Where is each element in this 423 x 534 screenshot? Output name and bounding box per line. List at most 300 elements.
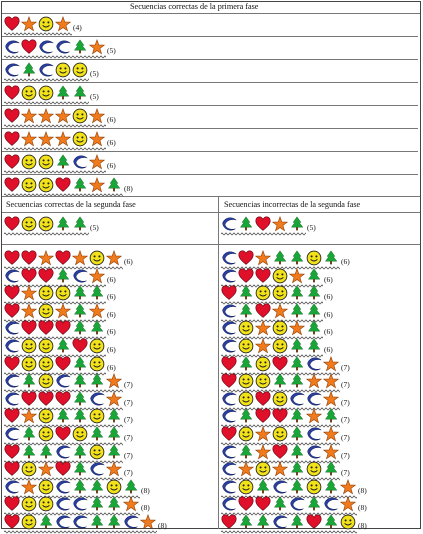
tree-icon: [289, 303, 305, 319]
sun-icon: [21, 514, 37, 530]
tree-icon: [72, 85, 88, 101]
column-divider: [218, 196, 219, 529]
tree-icon: [38, 514, 54, 530]
moon-icon: [72, 496, 88, 512]
star-icon: [38, 108, 54, 124]
sun-icon: [38, 85, 54, 101]
tree-icon: [306, 320, 322, 336]
sun-icon: [238, 338, 254, 354]
sequence-length-label: (8): [158, 521, 167, 530]
star-icon: [55, 303, 71, 319]
moon-icon: [123, 514, 139, 530]
star-icon: [55, 16, 71, 32]
sequence-length-label: (7): [341, 468, 350, 478]
tree-icon: [89, 373, 105, 389]
tree-icon: [106, 408, 122, 424]
sequence-icons: [221, 496, 357, 513]
moon-icon: [72, 514, 88, 530]
moon-icon: [221, 496, 237, 512]
star-icon: [89, 303, 105, 319]
heart-icon: [221, 373, 237, 389]
sequence-length-label: (6): [107, 138, 116, 147]
heart-icon: [221, 514, 237, 530]
sun-icon: [38, 154, 54, 170]
heart-icon: [4, 108, 20, 124]
star-icon: [21, 408, 37, 424]
sun-icon: [38, 496, 54, 512]
sequence-length-label: (8): [141, 485, 150, 495]
sequence-icons: [4, 479, 140, 496]
moon-icon: [289, 496, 305, 512]
sun-icon: [238, 426, 254, 442]
tree-icon: [238, 216, 254, 232]
tree-icon: [289, 514, 305, 530]
tree-icon: [38, 444, 54, 460]
sun-icon: [255, 461, 271, 477]
sun-icon: [238, 373, 254, 389]
star-icon: [340, 496, 356, 512]
sequence-length-label: (6): [107, 292, 116, 302]
sequence-icons: [221, 216, 306, 233]
star-icon: [272, 303, 288, 319]
tree-icon: [238, 356, 254, 372]
sun-icon: [38, 373, 54, 389]
sequence-icons: [4, 408, 123, 425]
heart-icon: [21, 268, 37, 284]
tree-icon: [72, 479, 88, 495]
heart-icon: [4, 496, 20, 512]
tree-icon: [89, 479, 105, 495]
sun-icon: [21, 177, 37, 193]
star-icon: [89, 108, 105, 124]
heart-icon: [272, 444, 288, 460]
moon-icon: [221, 268, 237, 284]
sequence-row: [4, 83, 420, 105]
sun-icon: [255, 373, 271, 389]
heart-icon: [55, 461, 71, 477]
sequence-length-label: (8): [358, 521, 367, 530]
sequence-icons: [221, 285, 323, 302]
sequence-length-label: (6): [341, 257, 350, 266]
sequence-length-label: (5): [90, 92, 99, 101]
tree-icon: [323, 514, 339, 530]
star-icon: [123, 496, 139, 512]
sequence-icons: [221, 461, 340, 478]
sequence-icons: [221, 479, 357, 496]
sun-icon: [21, 356, 37, 372]
heart-icon: [238, 250, 254, 266]
moon-icon: [4, 320, 20, 336]
tree-icon: [89, 514, 105, 530]
moon-icon: [72, 268, 88, 284]
star-icon: [89, 131, 105, 147]
sequence-icons: [221, 320, 323, 337]
moon-icon: [221, 216, 237, 232]
heart-icon: [221, 356, 237, 372]
heart-icon: [55, 177, 71, 193]
heart-icon: [255, 496, 271, 512]
sequence-icons: [4, 356, 106, 373]
sun-icon: [272, 320, 288, 336]
heart-icon: [4, 285, 20, 301]
star-icon: [21, 16, 37, 32]
sequence-length-label: (6): [324, 309, 333, 319]
sun-icon: [21, 338, 37, 354]
sun-icon: [38, 303, 54, 319]
tree-icon: [272, 250, 288, 266]
star-icon: [306, 408, 322, 424]
heart-icon: [306, 514, 322, 530]
sequence-length-label: (6): [107, 327, 116, 337]
heart-icon: [38, 320, 54, 336]
star-icon: [106, 373, 122, 389]
tree-icon: [306, 268, 322, 284]
sequence-icons: [4, 250, 123, 267]
moon-icon: [89, 461, 105, 477]
tree-icon: [238, 408, 254, 424]
sun-icon: [272, 391, 288, 407]
moon-icon: [4, 373, 20, 389]
tree-icon: [306, 303, 322, 319]
star-icon: [106, 461, 122, 477]
tree-icon: [323, 461, 339, 477]
tree-icon: [289, 479, 305, 495]
tree-icon: [72, 216, 88, 232]
moon-icon: [4, 391, 20, 407]
moon-icon: [306, 391, 322, 407]
moon-icon: [221, 408, 237, 424]
sequence-icons: [4, 444, 123, 461]
star-icon: [21, 131, 37, 147]
sequence-icons: [4, 496, 140, 513]
sun-icon: [255, 356, 271, 372]
tree-icon: [106, 426, 122, 442]
sequence-length-label: (7): [124, 415, 133, 425]
tree-icon: [272, 496, 288, 512]
sequence-icons: [4, 154, 106, 171]
sequence-length-label: (8): [124, 184, 133, 193]
sun-icon: [55, 62, 71, 78]
sequence-length-label: (4): [73, 23, 82, 32]
tree-icon: [123, 479, 139, 495]
sequence-row: [4, 152, 420, 174]
moon-icon: [4, 426, 20, 442]
heart-icon: [238, 496, 254, 512]
tree-icon: [72, 391, 88, 407]
star-icon: [238, 461, 254, 477]
star-icon: [38, 131, 54, 147]
star-icon: [323, 373, 339, 389]
sequence-row: [4, 106, 420, 128]
sequence-icons: [4, 303, 106, 320]
star-icon: [55, 108, 71, 124]
moon-icon: [55, 496, 71, 512]
tree-icon: [72, 444, 88, 460]
sequence-icons: [4, 268, 106, 285]
heart-icon: [255, 216, 271, 232]
row-divider: [2, 244, 420, 245]
sun-icon: [38, 408, 54, 424]
moon-icon: [306, 444, 322, 460]
star-icon: [255, 338, 271, 354]
table-header-second-phase-incorrect: Secuencias incorrectas de la segunda fase: [224, 200, 361, 209]
star-icon: [323, 356, 339, 372]
underline-squiggle: [221, 232, 306, 236]
sequence-table: [1, 1, 421, 529]
sequence-length-label: (6): [107, 115, 116, 124]
heart-icon: [55, 391, 71, 407]
star-icon: [340, 479, 356, 495]
heart-icon: [55, 250, 71, 266]
tree-icon: [306, 496, 322, 512]
tree-icon: [72, 285, 88, 301]
moon-icon: [38, 62, 54, 78]
moon-icon: [221, 461, 237, 477]
star-icon: [255, 444, 271, 460]
tree-icon: [89, 285, 105, 301]
sequence-length-label: (6): [107, 345, 116, 354]
sequence-row: [4, 129, 420, 151]
sequence-length-label: (6): [324, 274, 333, 284]
sun-icon: [272, 268, 288, 284]
sequence-length-label: (7): [124, 433, 133, 442]
sun-icon: [38, 338, 54, 354]
star-icon: [21, 479, 37, 495]
moon-icon: [55, 39, 71, 55]
star-icon: [323, 426, 339, 442]
sequence-length-label: (7): [341, 380, 350, 390]
heart-icon: [4, 16, 20, 32]
tree-icon: [323, 250, 339, 266]
moon-icon: [55, 479, 71, 495]
tree-icon: [106, 514, 122, 530]
star-icon: [21, 108, 37, 124]
moon-icon: [221, 444, 237, 460]
heart-icon: [255, 408, 271, 424]
heart-icon: [4, 356, 20, 372]
moon-icon: [289, 391, 305, 407]
sequence-icons: [4, 216, 89, 233]
moon-icon: [4, 39, 20, 55]
sequence-length-label: (7): [341, 362, 350, 372]
tree-icon: [272, 373, 288, 389]
sun-icon: [255, 285, 271, 301]
sun-icon: [72, 108, 88, 124]
sun-icon: [72, 426, 88, 442]
moon-icon: [4, 62, 20, 78]
moon-icon: [221, 391, 237, 407]
tree-icon: [106, 177, 122, 193]
moon-icon: [4, 268, 20, 284]
sun-icon: [21, 154, 37, 170]
sequence-icons: [4, 461, 123, 478]
tree-icon: [289, 373, 305, 389]
heart-icon: [4, 177, 20, 193]
heart-icon: [272, 356, 288, 372]
sequence-icons: [4, 108, 106, 125]
star-icon: [140, 514, 156, 530]
sun-icon: [89, 408, 105, 424]
moon-icon: [55, 373, 71, 389]
sequence-length-label: (7): [124, 468, 133, 478]
moon-icon: [38, 39, 54, 55]
sequence-icons: [4, 320, 106, 337]
heart-icon: [4, 303, 20, 319]
underline-squiggle: [4, 232, 89, 236]
sequence-icons: [221, 250, 340, 267]
tree-icon: [72, 356, 88, 372]
tree-icon: [106, 496, 122, 512]
sequence-icons: [4, 62, 89, 79]
heart-icon: [272, 408, 288, 424]
tree-icon: [89, 320, 105, 336]
tree-icon: [72, 177, 88, 193]
heart-icon: [55, 426, 71, 442]
heart-icon: [72, 338, 88, 354]
heart-icon: [4, 154, 20, 170]
sequence-length-label: (7): [341, 415, 350, 425]
sequence-icons: [4, 426, 123, 443]
sequence-icons: [4, 514, 157, 531]
star-icon: [323, 391, 339, 407]
sun-icon: [238, 479, 254, 495]
star-icon: [72, 250, 88, 266]
tree-icon: [55, 408, 71, 424]
star-icon: [289, 320, 305, 336]
sun-icon: [55, 285, 71, 301]
tree-icon: [21, 62, 37, 78]
row-divider: [2, 212, 420, 213]
sequence-icons: [4, 285, 106, 302]
sun-icon: [272, 426, 288, 442]
tree-icon: [89, 426, 105, 442]
heart-icon: [4, 444, 20, 460]
moon-icon: [221, 303, 237, 319]
sequence-length-label: (6): [107, 274, 116, 284]
sun-icon: [238, 391, 254, 407]
sequence-length-label: (5): [307, 223, 316, 232]
heart-icon: [4, 216, 20, 232]
table-header-second-phase-correct: Secuencias correctas de la segunda fase: [6, 200, 136, 209]
sequence-icons: [221, 408, 340, 425]
sequence-length-label: (6): [124, 257, 133, 266]
sun-icon: [89, 250, 105, 266]
tree-icon: [89, 496, 105, 512]
moon-icon: [323, 496, 339, 512]
sequence-icons: [4, 177, 123, 194]
sun-icon: [21, 85, 37, 101]
sequence-length-label: (8): [358, 485, 367, 495]
sequence-icons: [221, 356, 340, 373]
sun-icon: [340, 514, 356, 530]
moon-icon: [221, 479, 237, 495]
heart-icon: [21, 39, 37, 55]
sun-icon: [38, 16, 54, 32]
moon-icon: [306, 356, 322, 372]
heart-icon: [221, 285, 237, 301]
tree-icon: [72, 408, 88, 424]
sequence-icons: [221, 514, 357, 531]
heart-icon: [38, 268, 54, 284]
sun-icon: [89, 356, 105, 372]
tree-icon: [289, 285, 305, 301]
heart-icon: [4, 408, 20, 424]
star-icon: [255, 250, 271, 266]
sequence-length-label: (6): [107, 362, 116, 372]
tree-icon: [21, 426, 37, 442]
tree-icon: [255, 514, 271, 530]
sun-icon: [272, 338, 288, 354]
sequence-icons: [221, 338, 323, 355]
star-icon: [255, 320, 271, 336]
sun-icon: [72, 62, 88, 78]
tree-icon: [289, 444, 305, 460]
sequence-icons: [221, 391, 340, 408]
heart-icon: [4, 85, 20, 101]
tree-icon: [289, 356, 305, 372]
sequence-length-label: (6): [324, 292, 333, 302]
tree-icon: [289, 426, 305, 442]
moon-icon: [306, 426, 322, 442]
tree-icon: [55, 216, 71, 232]
star-icon: [21, 285, 37, 301]
star-icon: [55, 131, 71, 147]
tree-icon: [255, 479, 271, 495]
star-icon: [323, 444, 339, 460]
sun-icon: [89, 338, 105, 354]
sequence-length-label: (6): [324, 345, 333, 354]
star-icon: [89, 39, 105, 55]
sequence-icons: [221, 303, 323, 320]
sun-icon: [38, 426, 54, 442]
heart-icon: [221, 426, 237, 442]
sequence-row: [4, 60, 420, 82]
heart-icon: [21, 320, 37, 336]
tree-icon: [72, 320, 88, 336]
sequence-length-label: (7): [341, 450, 350, 460]
sequence-icons: [221, 426, 340, 443]
tree-icon: [238, 303, 254, 319]
sequence-icons: [4, 338, 106, 355]
sun-icon: [72, 131, 88, 147]
sequence-length-label: (5): [90, 223, 99, 232]
sequence-row: [221, 214, 420, 236]
sequence-icons: [4, 131, 106, 148]
tree-icon: [306, 338, 322, 354]
sun-icon: [238, 320, 254, 336]
tree-icon: [323, 479, 339, 495]
moon-icon: [72, 154, 88, 170]
moon-icon: [55, 444, 71, 460]
star-icon: [38, 250, 54, 266]
sequence-length-label: (6): [107, 309, 116, 319]
star-icon: [306, 373, 322, 389]
sun-icon: [21, 461, 37, 477]
table-header-first-phase: Secuencias correctas de la primera fase: [130, 2, 259, 11]
heart-icon: [255, 391, 271, 407]
sequence-length-label: (6): [324, 327, 333, 337]
tree-icon: [72, 461, 88, 477]
sequence-length-label: (5): [90, 69, 99, 78]
moon-icon: [4, 479, 20, 495]
tree-icon: [289, 408, 305, 424]
sun-icon: [38, 216, 54, 232]
star-icon: [255, 426, 271, 442]
heart-icon: [255, 268, 271, 284]
sun-icon: [21, 216, 37, 232]
heart-icon: [4, 250, 20, 266]
heart-icon: [38, 391, 54, 407]
